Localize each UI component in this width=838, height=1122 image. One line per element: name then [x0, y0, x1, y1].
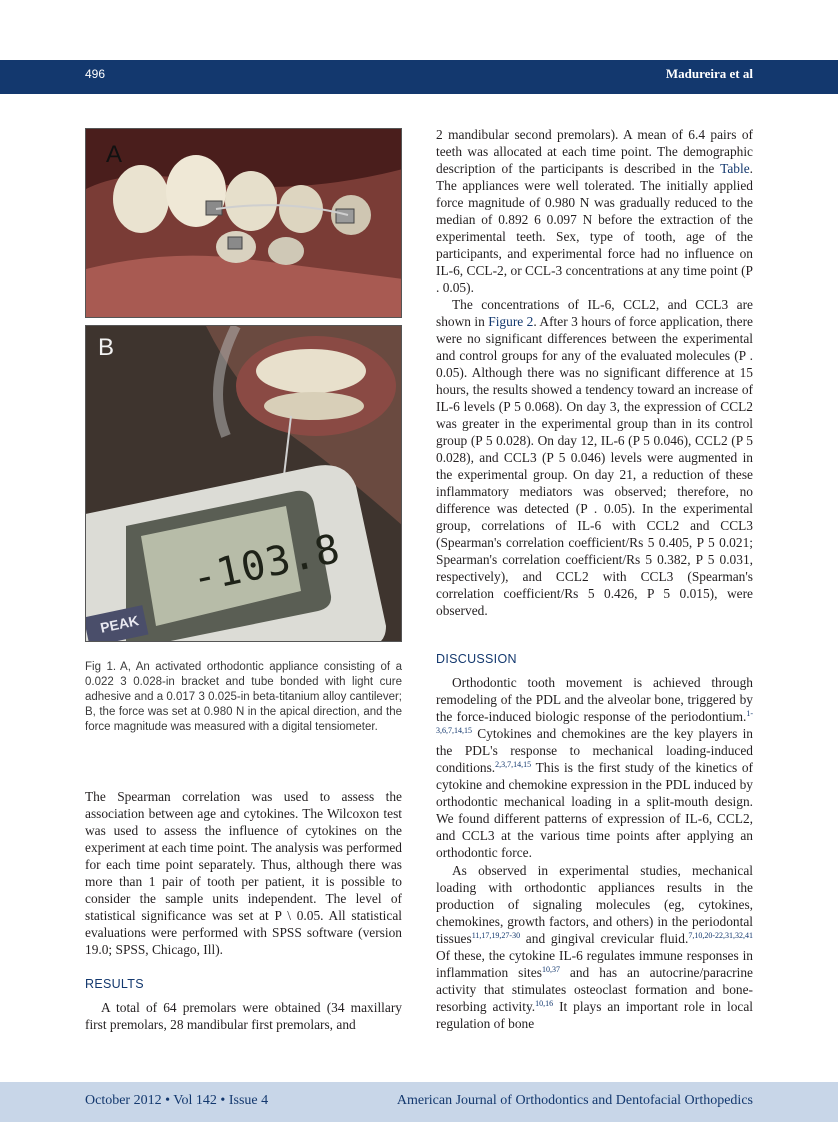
- results-heading: RESULTS: [85, 977, 144, 991]
- discussion-text: and has an autocrine/paracrine activity that stimulates osteoclast formation and bone-resorbing activity.: [436, 965, 753, 1014]
- table-link[interactable]: Table: [720, 161, 750, 176]
- discussion-heading: DISCUSSION: [436, 652, 517, 666]
- device-brand-label: PEAK: [98, 612, 141, 636]
- issue-info: October 2012 • Vol 142 • Issue 4: [85, 1093, 269, 1108]
- discussion-text: and gingival crevicular fluid.: [520, 931, 689, 946]
- results-text: 2 mandibular second premolars). A mean of 6.4 pairs of teeth was allocated at each time point. The demographic description of the participants is described in the: [436, 127, 753, 176]
- panel-a-label: A: [106, 141, 123, 168]
- figure-2-link[interactable]: Figure 2: [488, 314, 534, 329]
- page-header: [0, 60, 838, 94]
- figure-caption-text: A, An activated orthodontic appliance consisting of a 0.022 3 0.028-in bracket and tube bonded with light cure adhesive and a 0.017 3 0.025-in beta-titanium alloy cantilever; B, the force was set at 0.980 N in the apical direction, and the force magnitude was measured with a digital tensiometer.: [85, 661, 402, 733]
- discussion-paragraph-1: [436, 674, 753, 861]
- reference-citation[interactable]: 7,10,20-22,31,32,41: [688, 931, 753, 940]
- mouth-appliance-illustration: [86, 129, 402, 318]
- discussion-text: Orthodontic tooth movement is achieved through remodeling of the PDL and the alveolar bone, triggered by the force-induced biologic response of the periodontium.: [436, 675, 753, 724]
- device-display-reading: -103.8: [187, 525, 345, 603]
- figure-caption: [85, 660, 402, 735]
- journal-name: American Journal of Orthodontics and Dentofacial Orthopedics: [396, 1093, 753, 1108]
- panel-b-label: B: [98, 334, 115, 361]
- results-paragraph: A total of 64 premolars were obtained (34 maxillary first premolars, 28 mandibular first premolars, and: [85, 1000, 402, 1032]
- reference-citation[interactable]: 10,37: [541, 965, 560, 974]
- discussion-text: As observed in experimental studies, mechanical loading with orthodontic appliances results in the production of signaling molecules (eg, cytokines, chemokines, growth factors, and others) in the periodontal tissues: [436, 863, 753, 946]
- discussion-text: It plays an important role in local regulation of bone: [436, 999, 753, 1031]
- concentrations-text: . After 3 hours of force application, there were no significant differences between the experimental and control groups for any of the evaluated molecules (P . 0.05). Although there was no significant difference at 15 hours, the results showed a tendency toward an increase of IL-6 levels (P 5 0.068). On day 3, the expression of CCL2 was greater in the experimental group than in its control group (P 5 0.028). On day 12, IL-6 (P 5 0.046), CCL2 (P 5 0.028), and CCL3 (P 5 0.046) levels were augmented in the experimental group. On day 21, a reduction of these inflammatory mediators was observed; therefore, no difference was detected (P . 0.05). In the experimental group, correlations of IL-6 with CCL2 and CCL3 (Spearman's correlation coefficient/Rs 5 0.405, P 5 0.021; Spearman's correlation coefficient/Rs 5 0.382, P 5 0.031, respectively), and CCL2 with CCL3 (Spearman's correlation coefficient/Rs 5 0.426, P 5 0.015), were observed.: [436, 314, 753, 618]
- discussion-text: Cytokines and chemokines are the key players in the PDL's response to mechanical loading-induced conditions.: [436, 726, 753, 775]
- statistics-paragraph: The Spearman correlation was used to assess the association between age and cytokines. The Wilcoxon test was used to assess the influence of cytokines on the experiment at each time point. The analysis was performed for each time point separately. Thus, although there was more than 1 pair of tooth per patient, it is possible to consider the sample units independent. The level of statistical significance was set at P \ 0.05. All statistical evaluations were performed with SPSS software (version 19.0; SPSS, Chicago, Ill).: [85, 789, 402, 957]
- concentrations-text: The concentrations of IL-6, CCL2, and CCL3 are shown in: [436, 297, 753, 329]
- figure-panel-b: [85, 325, 402, 642]
- page-footer: [0, 1082, 838, 1122]
- results-text: . The appliances were well tolerated. The initially applied force magnitude of 0.980 N was gradually reduced to the median of 0.892 6 0.097 N before the extraction of the experimental teeth. Sex, type of tooth, age of the participants, and experimental force had no influence on IL-6, CCL-2, or CCL-3 concentrations at any time point (P . 0.05).: [436, 161, 753, 295]
- discussion-paragraph-2: [436, 862, 753, 1032]
- reference-citation[interactable]: 2,3,7,14,15: [495, 760, 532, 769]
- reference-citation[interactable]: 11,17,19,27-30: [471, 931, 521, 940]
- reference-citation[interactable]: 10,16: [535, 999, 554, 1008]
- discussion-text: This is the first study of the kinetics of cytokine and chemokine expression in the PDL induced by orthodontic mechanical loading in a split-mouth design. We found different patterns of expression of IL-6, CCL2, and CCL3 at the various time points after applying an orthodontic force.: [436, 760, 753, 860]
- running-head: Madureira et al: [665, 66, 753, 81]
- discussion-text: Of these, the cytokine IL-6 regulates immune responses in inflammation sites: [436, 948, 753, 980]
- reference-citation[interactable]: 1-3,6,7,14,15: [436, 709, 753, 735]
- figure-caption-label: Fig 1.: [85, 661, 117, 673]
- results-paragraph-continued: [436, 126, 753, 296]
- concentrations-paragraph: [436, 296, 753, 619]
- figure-panel-a: [85, 128, 402, 318]
- page-number: 496: [85, 67, 106, 81]
- tensiometer-illustration: [86, 326, 402, 642]
